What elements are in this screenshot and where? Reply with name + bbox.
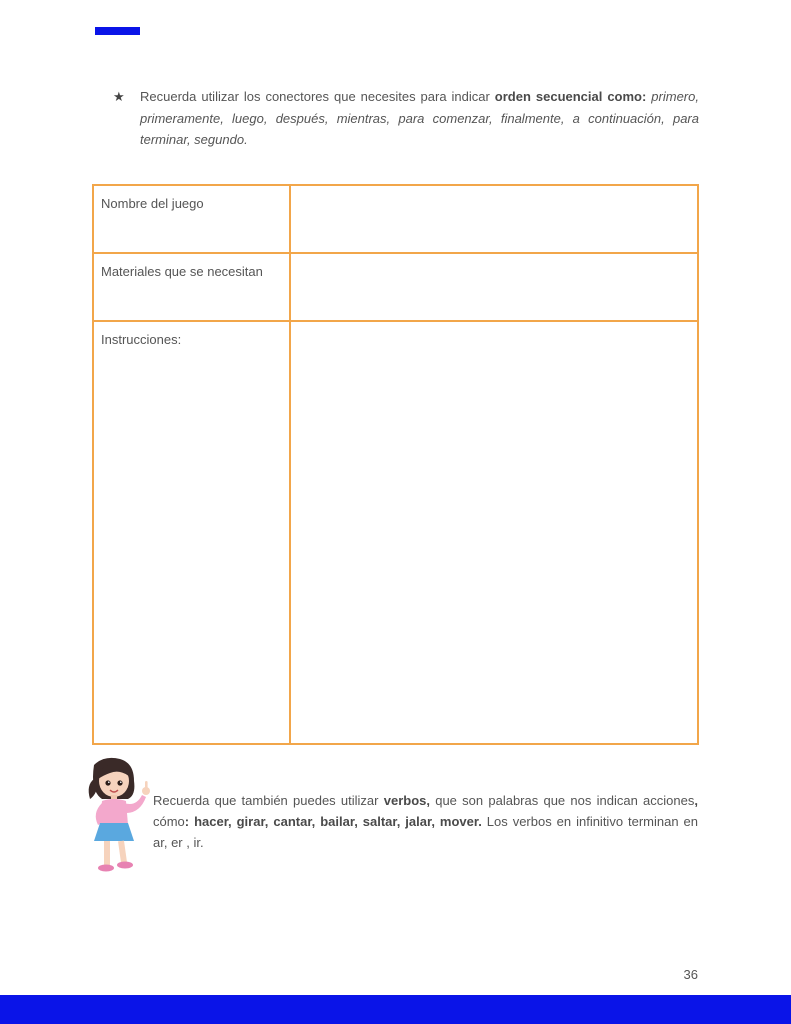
game-name-label: Nombre del juego: [93, 185, 290, 253]
top-accent-bar: [95, 27, 140, 35]
page-number: 36: [683, 967, 698, 982]
game-name-field[interactable]: [290, 185, 698, 253]
materials-label: Materiales que se necesitan: [93, 253, 290, 321]
instructions-label: Instrucciones:: [93, 321, 290, 744]
connectors-intro: Recuerda utilizar los conectores que necesites para indicar: [140, 89, 495, 104]
connectors-text: [140, 86, 699, 151]
connectors-reminder: [113, 86, 699, 151]
connectors-bold: orden secuencial como:: [494, 89, 647, 104]
table-row: [93, 321, 698, 744]
instructions-field[interactable]: [290, 321, 698, 744]
table-row: [93, 185, 698, 253]
connectors-list: primero, primeramente, luego, después, mientras, para comenzar, finalmente, a continuación, para terminar, segundo.: [140, 89, 699, 147]
girl-pointing-illustration: [80, 755, 154, 875]
bottom-accent-bar: [0, 995, 791, 1024]
materials-field[interactable]: [290, 253, 698, 321]
table-row: [93, 253, 698, 321]
game-form-table: [92, 184, 699, 745]
star-bullet-icon: ★: [113, 89, 125, 104]
verbs-tip: Recuerda que también puedes utilizar verbos, que son palabras que nos indican acciones, cómo: hacer, girar, cantar, bailar, saltar, jalar, mover. Los verbos en infinitivo terminan en ar, er , ir.: [153, 793, 698, 850]
